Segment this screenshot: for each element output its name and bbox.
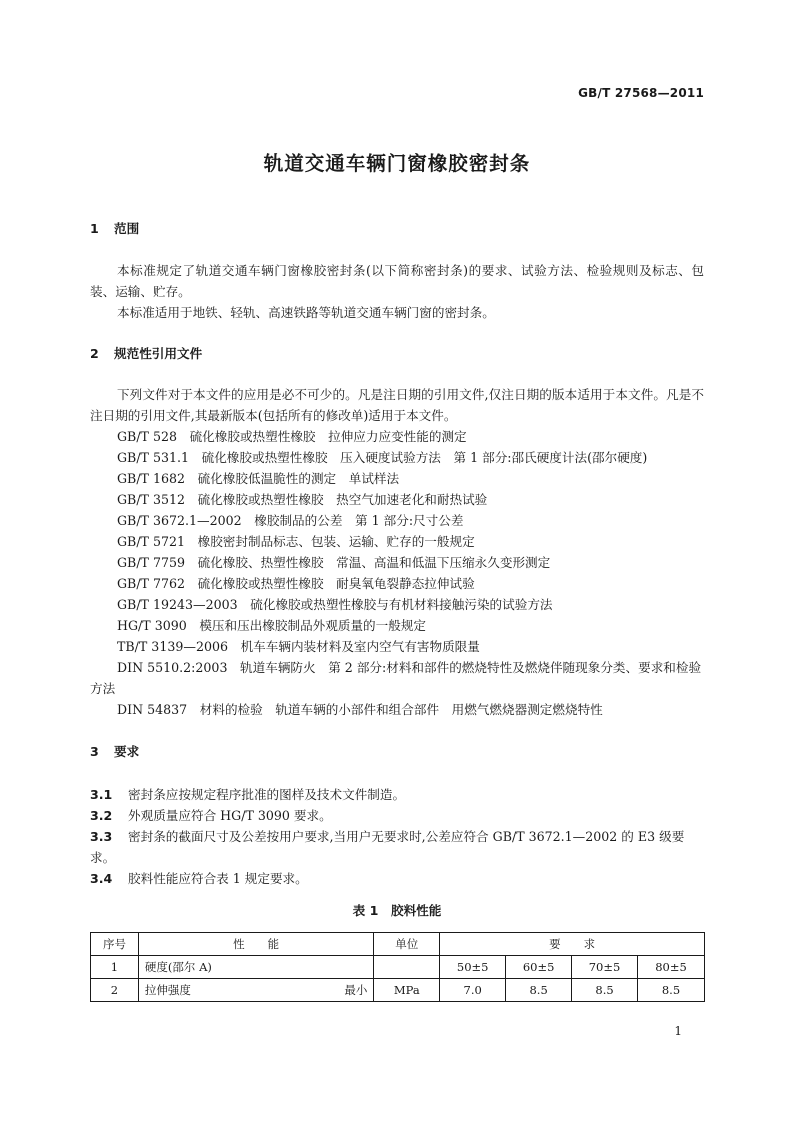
scope-body xyxy=(90,260,704,323)
table-caption: 表 1 胶料性能 xyxy=(352,903,442,918)
cell-seq: 2 xyxy=(91,979,139,1002)
section-heading xyxy=(90,218,704,239)
reference-item: TB/T 3139—2006 机车车辆内装材料及室内空气有害物质限量 xyxy=(117,639,480,654)
reference-item: GB/T 5721 橡胶密封制品标志、包装、运输、贮存的一般规定 xyxy=(117,534,475,549)
header-requirement: 要 求 xyxy=(440,933,705,956)
cell-unit: MPa xyxy=(374,979,440,1002)
reference-item: GB/T 19243—2003 硫化橡胶或热塑性橡胶与有机材料接触污染的试验方法 xyxy=(117,597,553,612)
requirement-number: 3.1 xyxy=(90,787,113,802)
reference-item: GB/T 1682 硫化橡胶低温脆性的测定 单试样法 xyxy=(117,471,400,486)
document-title: 轨道交通车辆门窗橡胶密封条 xyxy=(263,152,531,175)
reference-item: GB/T 7762 硫化橡胶或热塑性橡胶 耐臭氧龟裂静态拉伸试验 xyxy=(117,576,475,591)
property-qualifier: 最小 xyxy=(344,983,368,997)
requirement-text: 密封条的截面尺寸及公差按用户要求,当用户无要求时,公差应符合 GB/T 3672.1—2002 的 E3 级要求。 xyxy=(90,829,685,865)
property-name: 硬度(邵尔 A) xyxy=(144,960,212,974)
paragraph: 本标准适用于地铁、轻轨、高速铁路等轨道交通车辆门窗的密封条。 xyxy=(117,305,495,320)
cell-value: 7.0 xyxy=(440,979,506,1002)
page-number: 1 xyxy=(674,1024,682,1038)
property-table xyxy=(90,932,705,1002)
paragraph: 下列文件对于本文件的应用是必不可少的。凡是注日期的引用文件,仅注日期的版本适用于本文件。凡是不注日期的引用文件,其最新版本(包括所有的修改单)适用于本文件。 xyxy=(90,387,704,423)
section-title: 规范性引用文件 xyxy=(114,346,203,361)
section-scope xyxy=(90,218,704,239)
section-requirements xyxy=(90,741,704,762)
requirement-item xyxy=(90,805,704,826)
requirement-item xyxy=(90,868,704,889)
cell-value: 50±5 xyxy=(440,956,506,979)
section-title: 要求 xyxy=(114,744,140,759)
requirement-text: 密封条应按规定程序批准的图样及技术文件制造。 xyxy=(128,787,406,802)
property-name: 拉伸强度 xyxy=(144,983,191,997)
cell-property xyxy=(138,956,373,979)
requirements-body xyxy=(90,784,704,889)
cell-value: 8.5 xyxy=(638,979,705,1002)
reference-item: GB/T 531.1 硫化橡胶或热塑性橡胶 压入硬度试验方法 第 1 部分:邵氏硬度计法(邵尔硬度) xyxy=(117,450,648,465)
table-row xyxy=(91,956,705,979)
cell-value: 60±5 xyxy=(506,956,572,979)
section-number: 1 xyxy=(90,221,99,236)
cell-value: 8.5 xyxy=(506,979,572,1002)
reference-item: DIN 54837 材料的检验 轨道车辆的小部件和组合部件 用燃气燃烧器测定燃烧特性 xyxy=(117,702,603,717)
table-row xyxy=(91,979,705,1002)
cell-value: 8.5 xyxy=(572,979,638,1002)
cell-value: 70±5 xyxy=(572,956,638,979)
paragraph: 本标准规定了轨道交通车辆门窗橡胶密封条(以下简称密封条)的要求、试验方法、检验规则及标志、包装、运输、贮存。 xyxy=(90,263,704,299)
reference-item: GB/T 3672.1—2002 橡胶制品的公差 第 1 部分:尺寸公差 xyxy=(117,513,464,528)
reference-item: HG/T 3090 模压和压出橡胶制品外观质量的一般规定 xyxy=(117,618,427,633)
requirement-item xyxy=(90,784,704,805)
refs-body xyxy=(90,384,704,720)
requirement-text: 胶料性能应符合表 1 规定要求。 xyxy=(128,871,308,886)
section-number: 2 xyxy=(90,346,99,361)
section-refs xyxy=(90,343,704,364)
section-heading xyxy=(90,741,704,762)
reference-item: DIN 5510.2:2003 轨道车辆防火 第 2 部分:材料和部件的燃烧特性及燃烧伴随现象分类、要求和检验方法 xyxy=(90,660,702,696)
header-seq: 序号 xyxy=(91,933,139,956)
cell-value: 80±5 xyxy=(638,956,705,979)
header-unit: 单位 xyxy=(374,933,440,956)
reference-item: GB/T 7759 硫化橡胶、热塑性橡胶 常温、高温和低温下压缩永久变形测定 xyxy=(117,555,551,570)
cell-seq: 1 xyxy=(91,956,139,979)
requirement-number: 3.2 xyxy=(90,808,113,823)
cell-property xyxy=(138,979,373,1002)
requirement-number: 3.4 xyxy=(90,871,113,886)
standard-code: GB/T 27568—2011 xyxy=(578,86,704,100)
table-header-row xyxy=(91,933,705,956)
cell-unit xyxy=(374,956,440,979)
reference-item: GB/T 3512 硫化橡胶或热塑性橡胶 热空气加速老化和耐热试验 xyxy=(117,492,488,507)
requirement-number: 3.3 xyxy=(90,829,113,844)
section-number: 3 xyxy=(90,744,99,759)
requirement-item xyxy=(90,826,704,868)
reference-item: GB/T 528 硫化橡胶或热塑性橡胶 拉伸应力应变性能的测定 xyxy=(117,429,467,444)
header-property: 性 能 xyxy=(138,933,373,956)
requirement-text: 外观质量应符合 HG/T 3090 要求。 xyxy=(128,808,332,823)
section-heading xyxy=(90,343,704,364)
section-title: 范围 xyxy=(114,221,140,236)
